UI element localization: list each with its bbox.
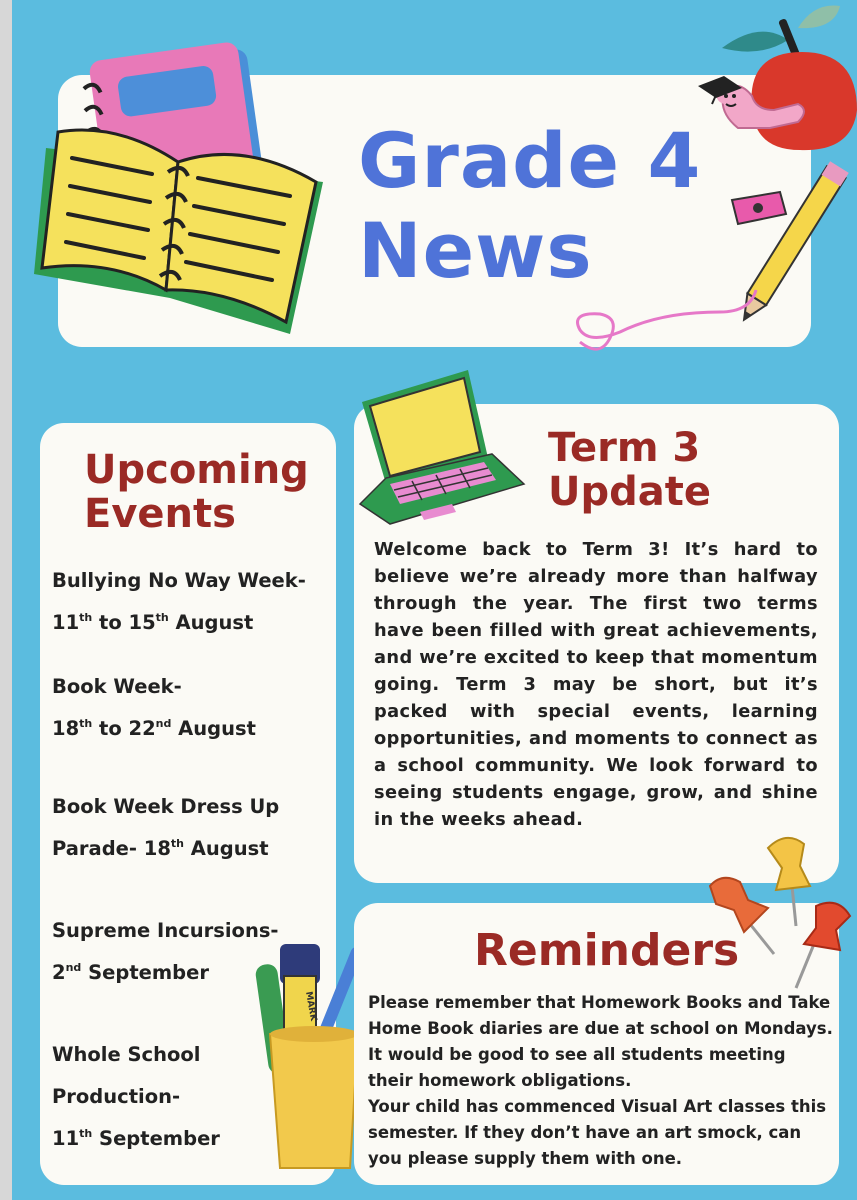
event-item-title: Supreme Incursions-	[52, 919, 279, 942]
upcoming-events-heading-line1: Upcoming	[84, 447, 309, 493]
event-item-date: Parade- 18th August	[52, 836, 269, 860]
event-item-dress-up-parade	[52, 786, 279, 870]
event-item-book-week	[52, 666, 256, 750]
laptop-icon	[356, 366, 532, 530]
marker-label: MARK	[303, 990, 319, 1022]
upcoming-events-heading	[84, 448, 309, 536]
event-item-bullying	[52, 560, 306, 644]
event-item-title: Book Week-	[52, 675, 182, 698]
event-item-title: Book Week Dress Up	[52, 795, 280, 818]
event-item-date: 11th September	[52, 1126, 220, 1150]
reminders-paragraph-homework: Please remember that Homework Books and Take Home Book diaries are due at school on Mondays. It would be good to see all students meeting their homework obligations.	[368, 993, 833, 1090]
event-item-title-cont: Production-	[52, 1085, 181, 1108]
reminders-heading: Reminders	[474, 925, 740, 976]
term-update-body: Welcome back to Term 3! It’s hard to believe we’re already more than halfway through the year. The first two terms have been filled with great achievements, and we’re excited to keep that momentum going. Term 3 may be short, but it’s packed with special events, learning opportunities, and moments to connect as a school community. We look forward to seeing students engage, grow, and shine in the weeks ahead.	[374, 539, 818, 830]
reminders-body	[368, 990, 834, 1172]
apple-worm-icon	[690, 0, 857, 160]
notebook-icon	[28, 36, 338, 336]
page-edge	[0, 0, 12, 1200]
reminders-paragraph-art: Your child has commenced Visual Art classes this semester. If they don’t have an art smock, can you please supply them with one.	[368, 1097, 827, 1168]
event-item-date: 11th to 15th August	[52, 610, 254, 634]
pencil-icon	[560, 162, 857, 362]
term-update-heading	[548, 426, 711, 514]
event-item-date: 2nd September	[52, 960, 209, 984]
event-item-title: Bullying No Way Week-	[52, 569, 306, 592]
term-update-heading-line1: Term 3	[548, 425, 701, 471]
event-item-date: 18th to 22nd August	[52, 716, 256, 740]
event-item-supreme-incursions	[52, 910, 279, 994]
event-item-school-production	[52, 1034, 220, 1160]
page-title-line1: Grade 4	[358, 116, 702, 205]
upcoming-events-heading-line2: Events	[84, 491, 236, 537]
page-title-line2: News	[358, 206, 593, 295]
event-item-title: Whole School	[52, 1043, 201, 1066]
term-update-heading-line2: Update	[548, 469, 711, 515]
